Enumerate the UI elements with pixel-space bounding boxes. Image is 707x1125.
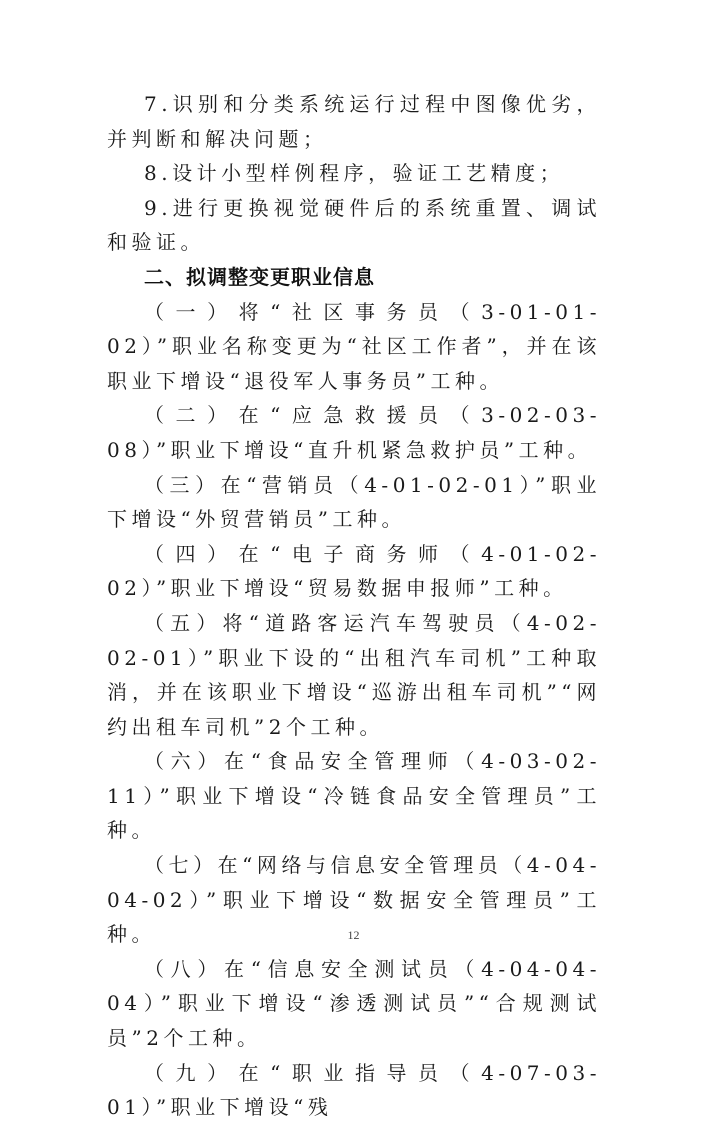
change-item-1: （一）将“社区事务员（3-01-01-02）”职业名称变更为“社区工作者”，并在该职业下增设“退役军人事务员”工种。 bbox=[107, 299, 601, 393]
change-item-3: （三）在“营销员（4-01-02-01）”职业下增设“外贸营销员”工种。 bbox=[107, 472, 601, 532]
page-number: 12 bbox=[347, 928, 360, 942]
change-item-8: （八）在“信息安全测试员（4-04-04-04）”职业下增设“渗透测试员”“合规测试员”2个工种。 bbox=[107, 956, 601, 1051]
change-item-6: （六）在“食品安全管理师（4-03-02-11）”职业下增设“冷链食品安全管理员”工种。 bbox=[107, 749, 601, 843]
section-heading: 二、拟调整变更职业信息 bbox=[144, 264, 375, 289]
change-item-2: （二）在“应急救援员（3-02-03-08）”职业下增设“直升机紧急救护员”工种。 bbox=[107, 403, 601, 462]
change-item-5: （五）将“道路客运汽车驾驶员（4-02-02-01）”职业下设的“出租汽车司机”工种取消，并在该职业下增设“巡游出租车司机”“网约出租车司机”2个工种。 bbox=[107, 610, 601, 739]
change-item-7: （七）在“网络与信息安全管理员（4-04-04-02）”职业下增设“数据安全管理员”工种。 bbox=[107, 853, 601, 947]
list-item-7: 7.识别和分类系统运行过程中图像优劣，并判断和解决问题； bbox=[107, 92, 601, 151]
change-item-4: （四）在“电子商务师（4-01-02-02）”职业下增设“贸易数据申报师”工种。 bbox=[107, 541, 601, 601]
list-item-8: 8.设计小型样例程序，验证工艺精度； bbox=[144, 161, 565, 186]
change-item-9: （九）在“职业指导员（4-07-03-01）”职业下增设“残 bbox=[107, 1060, 601, 1120]
page-body bbox=[107, 87, 601, 1125]
list-item-9: 9.进行更换视觉硬件后的系统重置、调试和验证。 bbox=[107, 195, 601, 255]
